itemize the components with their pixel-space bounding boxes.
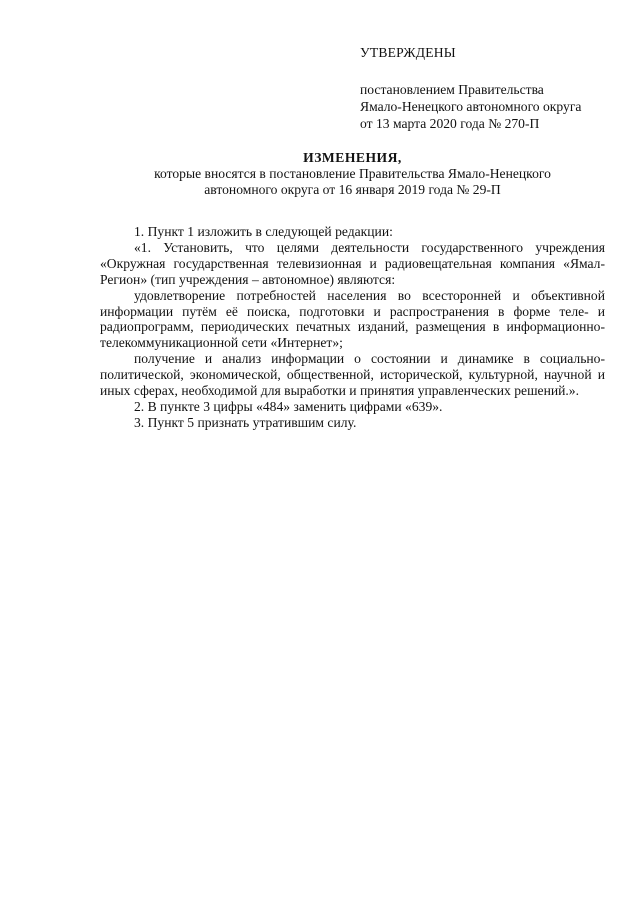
document-title-block <box>80 150 625 198</box>
body-paragraph-3: удовлетворение потребностей населения во всесторонней и объективной информации путём её поиска, подготовки и распространения в форме теле- и радиопрограмм, периодических печатных изданий, размещения в информационно-телекоммуникационной сети «Интернет»; <box>100 287 605 351</box>
body-paragraph-5: 2. В пункте 3 цифры «484» заменить цифрами «639». <box>134 398 443 414</box>
approval-decree-line-3: от 13 марта 2020 года № 270-П <box>360 116 540 131</box>
body-paragraph-2: «1. Установить, что целями деятельности государственного учреждения «Окружная государственная телевизионная и радиовещательная компания «Ямал-Регион» (тип учреждения – автономное) являются: <box>100 239 605 287</box>
approval-decree-line-2: Ямало-Ненецкого автономного округа <box>360 99 582 114</box>
approval-stamp <box>360 44 620 132</box>
body-paragraph-1: 1. Пункт 1 изложить в следующей редакции: <box>134 224 393 239</box>
document-title: ИЗМЕНЕНИЯ, <box>303 150 402 165</box>
document-subtitle-line-1: которые вносятся в постановление Правительства Ямало-Ненецкого <box>154 166 551 181</box>
document-body <box>100 224 605 431</box>
approved-label: УТВЕРЖДЕНЫ <box>360 45 456 60</box>
body-paragraph-6: 3. Пункт 5 признать утратившим силу. <box>134 414 357 430</box>
approval-decree-line-1: постановлением Правительства <box>360 82 544 97</box>
document-subtitle-line-2: автономного округа от 16 января 2019 года № 29-П <box>204 182 501 197</box>
body-paragraph-4: получение и анализ информации о состоянии и динамике в социально-политической, экономической, общественной, исторической, культурной, научной и иных сферах, необходимой для выработки и принятия управленческих решений.». <box>100 351 605 399</box>
